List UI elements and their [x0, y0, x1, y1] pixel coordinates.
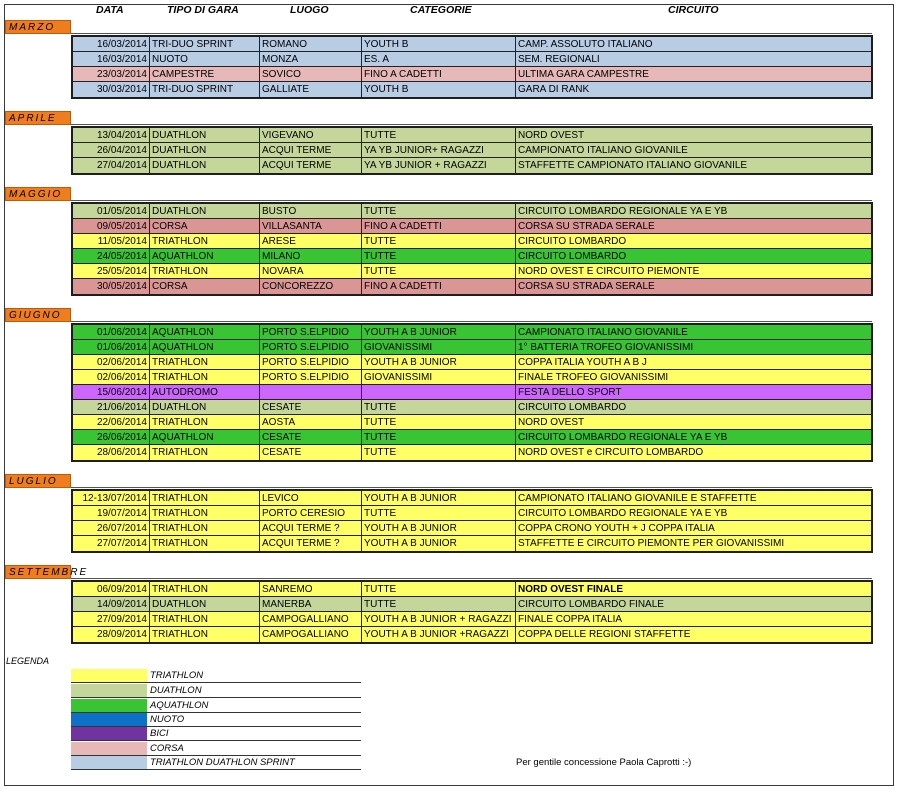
month-divider	[71, 33, 872, 34]
cell-type: DUATHLON	[150, 204, 260, 219]
cell-category: TUTTE	[362, 264, 516, 279]
month-table	[71, 580, 873, 644]
month-label: SETTEMBRE	[5, 565, 71, 579]
cell-type: DUATHLON	[150, 128, 260, 143]
cell-date: 09/05/2014	[73, 219, 150, 234]
table-row	[73, 204, 871, 219]
cell-circuit: CIRCUITO LOMBARDO REGIONALE YA E YB	[518, 206, 728, 217]
month-label: GIUGNO	[5, 308, 71, 322]
cell-type: TRI-DUO SPRINT	[150, 37, 260, 52]
cell-place: ACQUI TERME ?	[260, 521, 362, 536]
table-row	[73, 143, 871, 158]
cell-category: FINO A CADETTI	[362, 67, 516, 82]
table-row	[73, 355, 871, 370]
table-row	[73, 234, 871, 249]
month-table	[71, 35, 873, 99]
cell-date: 24/05/2014	[73, 249, 150, 264]
cell-place: PORTO S.ELPIDIO	[260, 370, 362, 385]
cell-date: 01/06/2014	[73, 340, 150, 355]
cell-place: CONCOREZZO	[260, 279, 362, 294]
cell-type: TRIATHLON	[150, 536, 260, 551]
legend-rule	[71, 769, 361, 770]
cell-date: 06/09/2014	[73, 582, 150, 597]
cell-category: GIOVANISSIMI	[362, 340, 516, 355]
month-divider	[71, 578, 872, 579]
legend-label: TRIATHLON	[150, 670, 204, 681]
cell-circuit: CIRCUITO LOMBARDO	[518, 236, 627, 247]
cell-category: YOUTH A B JUNIOR	[362, 536, 516, 551]
cell-category: YOUTH B	[362, 82, 516, 97]
cell-type: TRIATHLON	[150, 582, 260, 597]
cell-type: AUTODROMO	[150, 385, 260, 400]
header-categorie: CATEGORIE	[410, 4, 472, 16]
table-row	[73, 385, 871, 400]
legend-rule	[71, 682, 361, 683]
legend-title: LEGENDA	[6, 656, 50, 666]
cell-date: 26/06/2014	[73, 430, 150, 445]
cell-circuit: CIRCUITO LOMBARDO	[518, 402, 627, 413]
legend-swatch	[71, 684, 147, 697]
cell-date: 15/06/2014	[73, 385, 150, 400]
cell-type: CORSA	[150, 219, 260, 234]
cell-category: TUTTE	[362, 249, 516, 264]
cell-place: ACQUI TERME	[260, 158, 362, 173]
cell-category: TUTTE	[362, 597, 516, 612]
table-row	[73, 597, 871, 612]
cell-circuit: ULTIMA GARA CAMPESTRE	[518, 69, 649, 80]
cell-date: 25/05/2014	[73, 264, 150, 279]
cell-type: CORSA	[150, 279, 260, 294]
cell-date: 26/04/2014	[73, 143, 150, 158]
cell-circuit: STAFFETTE CAMPIONATO ITALIANO GIOVANILE	[518, 160, 748, 171]
cell-type: AQUATHLON	[150, 325, 260, 340]
legend-label: AQUATHLON	[150, 700, 209, 711]
cell-circuit: CAMPIONATO ITALIANO GIOVANILE E STAFFETTE	[518, 493, 757, 504]
cell-category: GIOVANISSIMI	[362, 370, 516, 385]
cell-type: TRIATHLON	[150, 355, 260, 370]
credit-note: Per gentile concessione Paola Caprotti :-)	[516, 757, 692, 768]
legend-swatch	[71, 713, 147, 726]
cell-category: YA YB JUNIOR+ RAGAZZI	[362, 143, 516, 158]
cell-category: YOUTH A B JUNIOR	[362, 355, 516, 370]
cell-circuit: FINALE TROFEO GIOVANISSIMI	[518, 372, 669, 383]
table-row	[73, 582, 871, 597]
cell-circuit: CIRCUITO LOMBARDO	[518, 251, 627, 262]
cell-place: PORTO S.ELPIDIO	[260, 325, 362, 340]
legend-swatch	[71, 727, 147, 740]
cell-type: DUATHLON	[150, 400, 260, 415]
table-row	[73, 415, 871, 430]
cell-date: 28/06/2014	[73, 445, 150, 460]
table-row	[73, 521, 871, 536]
cell-type: AQUATHLON	[150, 430, 260, 445]
cell-circuit: NORD OVEST	[518, 130, 585, 141]
cell-type: TRIATHLON	[150, 627, 260, 642]
legend-rule	[71, 740, 361, 741]
cell-place: ARESE	[260, 234, 362, 249]
cell-category: YOUTH B	[362, 37, 516, 52]
cell-category: YA YB JUNIOR + RAGAZZI	[362, 158, 516, 173]
cell-place: BUSTO	[260, 204, 362, 219]
cell-type: DUATHLON	[150, 597, 260, 612]
cell-category: ES. A	[362, 52, 516, 67]
table-row	[73, 219, 871, 234]
cell-type: CAMPESTRE	[150, 67, 260, 82]
legend-label: NUOTO	[150, 714, 185, 725]
table-row	[73, 627, 871, 642]
cell-category: FINO A CADETTI	[362, 279, 516, 294]
cell-date: 30/03/2014	[73, 82, 150, 97]
table-row	[73, 67, 871, 82]
cell-place: MANERBA	[260, 597, 362, 612]
cell-type: TRIATHLON	[150, 264, 260, 279]
cell-place: MILANO	[260, 249, 362, 264]
month-table	[71, 202, 873, 296]
cell-circuit: NORD OVEST FINALE	[518, 584, 624, 595]
cell-circuit: FESTA DELLO SPORT	[518, 387, 622, 398]
cell-circuit: FINALE COPPA ITALIA	[518, 614, 623, 625]
legend-label: TRIATHLON DUATHLON SPRINT	[150, 757, 295, 768]
cell-type: DUATHLON	[150, 158, 260, 173]
table-row	[73, 249, 871, 264]
header-luogo: LUOGO	[290, 4, 329, 16]
table-row	[73, 536, 871, 551]
cell-category: YOUTH A B JUNIOR +RAGAZZI	[362, 627, 516, 642]
cell-place	[260, 385, 362, 400]
month-divider	[71, 124, 872, 125]
cell-place: CESATE	[260, 400, 362, 415]
table-row	[73, 264, 871, 279]
cell-category: TUTTE	[362, 445, 516, 460]
cell-place: PORTO S.ELPIDIO	[260, 355, 362, 370]
cell-place: SANREMO	[260, 582, 362, 597]
cell-type: TRIATHLON	[150, 491, 260, 506]
table-row	[73, 612, 871, 627]
cell-date: 12-13/07/2014	[73, 491, 150, 506]
cell-circuit: CAMP. ASSOLUTO ITALIANO	[518, 39, 653, 50]
cell-circuit: COPPA ITALIA YOUTH A B J	[518, 357, 647, 368]
cell-type: TRIATHLON	[150, 370, 260, 385]
cell-type: AQUATHLON	[150, 340, 260, 355]
cell-category: YOUTH A B JUNIOR	[362, 491, 516, 506]
cell-date: 22/06/2014	[73, 415, 150, 430]
header-tipo: TIPO DI GARA	[167, 4, 239, 16]
cell-category: TUTTE	[362, 415, 516, 430]
table-row	[73, 158, 871, 173]
month-table	[71, 323, 873, 462]
cell-circuit: CIRCUITO LOMBARDO REGIONALE YA E YB	[518, 432, 728, 443]
cell-category: FINO A CADETTI	[362, 219, 516, 234]
cell-category: TUTTE	[362, 234, 516, 249]
cell-date: 01/05/2014	[73, 204, 150, 219]
cell-place: SOVICO	[260, 67, 362, 82]
month-table	[71, 126, 873, 175]
table-row	[73, 400, 871, 415]
table-row	[73, 325, 871, 340]
cell-circuit: CAMPIONATO ITALIANO GIOVANILE	[518, 145, 688, 156]
cell-category: TUTTE	[362, 582, 516, 597]
legend-swatch	[71, 742, 147, 755]
table-row	[73, 491, 871, 506]
cell-category: TUTTE	[362, 506, 516, 521]
month-table	[71, 489, 873, 553]
table-row	[73, 506, 871, 521]
cell-type: TRIATHLON	[150, 521, 260, 536]
cell-type: TRIATHLON	[150, 445, 260, 460]
cell-date: 28/09/2014	[73, 627, 150, 642]
cell-date: 30/05/2014	[73, 279, 150, 294]
cell-date: 02/06/2014	[73, 370, 150, 385]
legend-swatch	[71, 756, 147, 769]
legend-label: BICI	[150, 728, 169, 739]
cell-circuit: NORD OVEST	[518, 417, 585, 428]
legend-rule	[71, 697, 361, 698]
cell-place: CAMPOGALLIANO	[260, 627, 362, 642]
cell-date: 27/07/2014	[73, 536, 150, 551]
cell-type: DUATHLON	[150, 143, 260, 158]
table-row	[73, 52, 871, 67]
cell-type: TRIATHLON	[150, 234, 260, 249]
cell-category: YOUTH A B JUNIOR	[362, 325, 516, 340]
cell-date: 01/06/2014	[73, 325, 150, 340]
cell-place: VILLASANTA	[260, 219, 362, 234]
month-label: APRILE	[5, 111, 71, 125]
cell-circuit: CAMPIONATO ITALIANO GIOVANILE	[518, 327, 688, 338]
cell-circuit: NORD OVEST E CIRCUITO PIEMONTE	[518, 266, 700, 277]
cell-place: ROMANO	[260, 37, 362, 52]
table-row	[73, 82, 871, 97]
cell-type: TRIATHLON	[150, 506, 260, 521]
cell-date: 19/07/2014	[73, 506, 150, 521]
month-label: MARZO	[5, 20, 71, 34]
table-row	[73, 37, 871, 52]
cell-circuit: STAFFETTE E CIRCUITO PIEMONTE PER GIOVANISSIMI	[518, 538, 785, 549]
cell-circuit: CORSA SU STRADA SERALE	[518, 221, 655, 232]
table-row	[73, 340, 871, 355]
legend-swatch	[71, 699, 147, 712]
legend-label: DUATHLON	[150, 685, 202, 696]
cell-place: MONZA	[260, 52, 362, 67]
cell-category: TUTTE	[362, 128, 516, 143]
month-divider	[71, 321, 872, 322]
cell-place: AOSTA	[260, 415, 362, 430]
table-row	[73, 445, 871, 460]
cell-date: 02/06/2014	[73, 355, 150, 370]
cell-date: 26/07/2014	[73, 521, 150, 536]
cell-category: TUTTE	[362, 400, 516, 415]
cell-circuit: GARA DI RANK	[518, 84, 590, 95]
cell-date: 21/06/2014	[73, 400, 150, 415]
month-divider	[71, 200, 872, 201]
cell-date: 13/04/2014	[73, 128, 150, 143]
table-row	[73, 430, 871, 445]
cell-date: 11/05/2014	[73, 234, 150, 249]
cell-circuit: COPPA DELLE REGIONI STAFFETTE	[518, 629, 691, 640]
month-divider	[71, 487, 872, 488]
cell-place: NOVARA	[260, 264, 362, 279]
cell-date: 14/09/2014	[73, 597, 150, 612]
cell-place: CESATE	[260, 430, 362, 445]
cell-place: CESATE	[260, 445, 362, 460]
cell-date: 23/03/2014	[73, 67, 150, 82]
table-row	[73, 279, 871, 294]
cell-category	[362, 385, 516, 400]
legend-label: CORSA	[150, 743, 184, 754]
cell-circuit: NORD OVEST e CIRCUITO LOMBARDO	[518, 447, 704, 458]
cell-category: YOUTH A B JUNIOR	[362, 521, 516, 536]
cell-place: PORTO S.ELPIDIO	[260, 340, 362, 355]
cell-place: LEVICO	[260, 491, 362, 506]
cell-place: CAMPOGALLIANO	[260, 612, 362, 627]
cell-category: TUTTE	[362, 204, 516, 219]
cell-place: VIGEVANO	[260, 128, 362, 143]
cell-circuit: CIRCUITO LOMBARDO FINALE	[518, 599, 664, 610]
cell-type: TRIATHLON	[150, 415, 260, 430]
cell-date: 27/04/2014	[73, 158, 150, 173]
cell-date: 16/03/2014	[73, 52, 150, 67]
cell-circuit: SEM. REGIONALI	[518, 54, 600, 65]
header-data: DATA	[96, 4, 124, 16]
month-label: MAGGIO	[5, 187, 71, 201]
cell-place: ACQUI TERME ?	[260, 536, 362, 551]
cell-type: NUOTO	[150, 52, 260, 67]
cell-date: 27/09/2014	[73, 612, 150, 627]
cell-category: TUTTE	[362, 430, 516, 445]
month-label: LUGLIO	[5, 474, 71, 488]
cell-type: TRIATHLON	[150, 612, 260, 627]
cell-place: ACQUI TERME	[260, 143, 362, 158]
table-row	[73, 128, 871, 143]
cell-circuit: COPPA CRONO YOUTH + J COPPA ITALIA	[518, 523, 715, 534]
cell-type: AQUATHLON	[150, 249, 260, 264]
cell-circuit: 1° BATTERIA TROFEO GIOVANISSIMI	[518, 342, 694, 353]
header-circuito: CIRCUITO	[668, 4, 719, 16]
cell-place: GALLIATE	[260, 82, 362, 97]
cell-place: PORTO CERESIO	[260, 506, 362, 521]
cell-circuit: CIRCUITO LOMBARDO REGIONALE YA E YB	[518, 508, 728, 519]
legend-swatch	[71, 669, 147, 682]
cell-circuit: CORSA SU STRADA SERALE	[518, 281, 655, 292]
cell-type: TRI-DUO SPRINT	[150, 82, 260, 97]
cell-category: YOUTH A B JUNIOR + RAGAZZI	[362, 612, 516, 627]
cell-date: 16/03/2014	[73, 37, 150, 52]
table-row	[73, 370, 871, 385]
